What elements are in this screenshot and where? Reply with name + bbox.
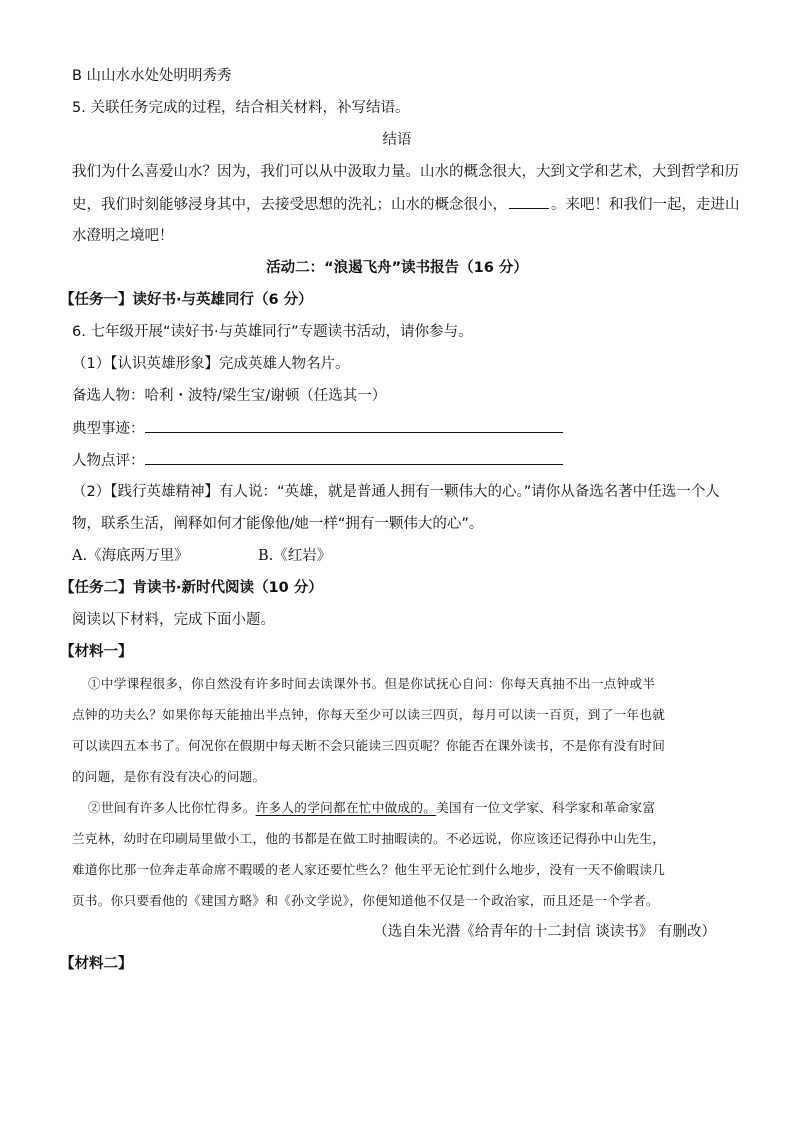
material-1-para-1-line-1: ①中学课程很多，你自然没有许多时间去读课外书。但是你试抚心自问：你每天真抽不出一点钟或半 [88,676,656,691]
question-6-2-line-1: （2）【践行英雄精神】有人说：“英雄，就是普通人拥有一颗伟大的心。”请你从备选名著中任选一个人 [72,484,720,500]
para-2-text-c: 美国有一位文学家、科学家和革命家富 [436,800,656,815]
activity-2-heading: 活动二：“浪遏飞舟”读书报告（16 分） [266,260,528,276]
question-6-1: （1）【认识英雄形象】完成英雄人物名片。 [72,356,350,372]
typical-deeds-label: 典型事迹： [72,421,145,437]
typical-deeds-input[interactable] [145,418,563,433]
option-b: B 山山水水处处明明秀秀 [72,68,232,84]
material-1-para-2-line-3: 难道你比那一位奔走革命席不暇暖的老人家还要忙些么？他生平无论忙到什么地步，没有一天不偷暇读几 [72,862,666,877]
typical-deeds-row [72,418,563,439]
question-6: 6. 七年级开展“读好书·与英雄同行”专题读书活动，请你参与。 [72,324,473,340]
conclusion-line-3: 水澄明之境吧！ [72,228,174,244]
character-comment-input[interactable] [145,450,563,465]
question-6-2-line-2: 物，联系生活，阐释如何才能像他/她一样“拥有一颗伟大的心”。 [72,516,484,532]
book-option-a: A.《海底两万里》 [72,548,189,564]
character-comment-row [72,450,563,471]
conclusion-line-1: 我们为什么喜爱山水？因为，我们可以从中汲取力量。山水的概念很大，大到文学和艺术，大到哲学和历 [72,164,739,180]
task-1-heading: 【任务一】读好书·与英雄同行（6 分） [60,292,313,308]
material-1-para-2-line-4: 页书。你只要看他的《建国方略》和《孙文学说》，你便知道他不仅是一个政治家，而且还是一个学者。 [72,893,659,908]
conclusion-text-b: 。来吧！和我们一起，走进山 [551,197,740,213]
underlined-sentence: 许多人的学问都在忙中做成的。 [255,800,437,815]
material-1-source: （选自朱光潜《给青年的十二封信 谈读书》 有删改） [373,924,716,940]
reading-instruction: 阅读以下材料，完成下面小题。 [72,612,275,628]
character-comment-label: 人物点评： [72,453,145,469]
material-1-para-1-line-4: 的问题，是你有没有决心的问题。 [72,769,266,784]
material-1-para-2-line-2: 兰克林，幼时在印刷局里做小工，他的书都是在做工时抽暇读的。不必远说，你应该还记得孙中山先生， [72,831,666,846]
book-option-b: B.《红岩》 [258,548,332,564]
conclusion-line-2 [72,194,740,215]
candidate-characters: 备选人物：哈利・波特/梁生宝/谢顿（任选其一） [72,388,387,404]
material-1-heading: 【材料一】 [60,644,133,660]
task-2-heading: 【任务二】肯读书·新时代阅读（10 分） [60,580,323,596]
question-5: 5. 关联任务完成的过程，结合相关材料，补写结语。 [72,100,410,116]
material-1-para-1-line-2: 点钟的功夫么？如果你每天能抽出半点钟，你每天至少可以读三四页，每月可以读一百页，到了一年也就 [72,707,666,722]
para-2-text-a: ②世间有许多人比你忙得多。 [88,800,256,815]
answer-blank[interactable] [509,194,549,209]
conclusion-title: 结语 [382,132,412,148]
material-1-para-1-line-3: 可以读四五本书了。何况你在假期中每天断不会只能读三四页呢？你能否在课外读书，不是你有没有时间 [72,738,666,753]
conclusion-text-a: 史，我们时刻能够浸身其中，去接受思想的洗礼；山水的概念很小， [72,197,507,213]
material-2-heading: 【材料二】 [60,956,133,972]
material-1-para-2-line-1 [88,798,655,818]
